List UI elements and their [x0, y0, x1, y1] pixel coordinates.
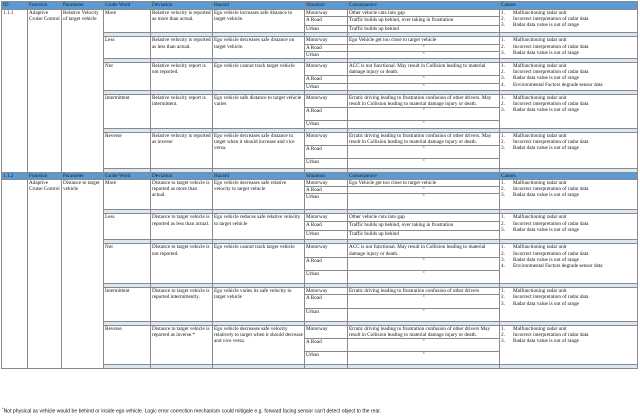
cause-text: Radar data value is out of range — [513, 49, 579, 56]
cause-text: Incorrect interpretation of radar data — [513, 220, 589, 227]
situation-cell: Motorway — [305, 9, 348, 16]
cause-text: Incorrect interpretation of radar data — [513, 331, 589, 338]
cause-text: Radar data value is out of range — [513, 192, 579, 199]
consequence-cell: " — [348, 308, 500, 321]
cause-text: Malfunctioning radar unit — [513, 9, 567, 16]
situation-cell: Urban — [305, 352, 348, 364]
header-deviation: Deviation — [151, 2, 213, 10]
situation-cell: Motorway — [305, 62, 348, 75]
cause-text: Malfunctioning radar unit — [513, 244, 567, 251]
function-cell: Adaptive Cruise Control — [28, 180, 62, 369]
cause-item: 1. Malfunctioning radar unit — [501, 132, 567, 139]
situation-cell: A Road — [305, 76, 348, 83]
spacer-cell — [348, 364, 500, 368]
cause-item: 2. Incorrect interpretation of radar data — [501, 250, 589, 257]
cause-text: Incorrect interpretation of radar data — [513, 43, 589, 50]
causes-list — [501, 63, 636, 88]
hazard-cell: Ego vehicle decreases safe velocity relatively to target when it should decrease and vice versa. — [213, 325, 305, 364]
consequence-cell: " — [348, 108, 500, 121]
cause-item: 4. Environmental Factors degrade sensor data — [501, 263, 603, 269]
situation-cell: Motorway — [305, 180, 348, 187]
header-function: Function — [28, 2, 62, 10]
situation-cell: Urban — [305, 83, 348, 90]
guide-word-cell: More — [104, 9, 151, 33]
situation-cell: A Road — [305, 108, 348, 121]
cause-item: 3. Radar data value is out of range — [501, 192, 579, 199]
cause-item: 1. Malfunctioning radar unit — [501, 244, 567, 251]
spacer-cell — [305, 364, 348, 368]
causes-cell — [500, 214, 638, 240]
situation-cell: Urban — [305, 159, 348, 168]
cause-text: Incorrect interpretation of radar data — [513, 250, 589, 257]
cause-item: 3. Radar data value is out of range — [501, 107, 579, 114]
cause-text: Incorrect interpretation of radar data — [513, 294, 589, 301]
consequence-cell: " — [348, 83, 500, 90]
situation-cell: A Road — [305, 187, 348, 194]
cause-text: Malfunctioning radar unit — [513, 132, 567, 139]
situation-cell: Urban — [305, 26, 348, 33]
header-hazard: Hazard — [213, 2, 305, 10]
hazard-cell: Ego vehicle reduces safe relative velocity to target vehicle — [213, 214, 305, 240]
cause-text: Malfunctioning radar unit — [513, 62, 567, 69]
consequence-cell: " — [348, 270, 500, 283]
consequence-cell: " — [348, 159, 500, 168]
hazard-cell: Ego vehicle cannot track target vehicle — [213, 244, 305, 284]
cause-item: 3. Radar data value is out of range — [501, 256, 579, 263]
deviation-cell: Distance to target vehicle is reported as less than actual. — [151, 214, 213, 240]
cause-text: Incorrect interpretation of radar data — [513, 69, 589, 76]
footnote-text: Not physical as vehicle would be behind or inside ego vehicle. Logic error correction mechanism could mitigate e.g. forward facing sensor can't detect object to the rear. — [3, 408, 382, 415]
situation-cell: A Road — [305, 16, 348, 25]
causes-cell — [500, 9, 638, 33]
spacer-cell — [500, 364, 638, 368]
cause-item: 1. Malfunctioning radar unit — [501, 288, 567, 295]
header-consequence: Consequence — [348, 172, 500, 180]
consequence-cell: Traffic builds up behind, over taking in frustration — [348, 221, 500, 230]
cause-text: Radar data value is out of range — [513, 21, 579, 28]
situation-cell: Urban — [305, 194, 348, 210]
cause-item: 1. Malfunctioning radar unit — [501, 9, 567, 16]
id-cell — [2, 180, 28, 369]
cause-text: Environmental Factors degrade sensor data — [513, 263, 603, 269]
situation-cell: A Road — [305, 295, 348, 308]
deviation-cell: Relative velocity report is not reported. — [151, 62, 213, 90]
cause-item: 2. Incorrect interpretation of radar data — [501, 331, 589, 338]
cause-text: Radar data value is out of range — [513, 107, 579, 114]
causes-cell — [500, 62, 638, 90]
header-causes: Causes — [500, 172, 638, 180]
causes-cell — [500, 325, 638, 364]
deviation-cell: Distance to target vehicle is reported as more than actual. — [151, 180, 213, 210]
situation-cell: A Road — [305, 44, 348, 51]
function-cell: Adaptive Cruise Control — [28, 9, 62, 172]
cause-text: Radar data value is out of range — [513, 338, 579, 345]
situation-cell: Urban — [305, 231, 348, 240]
situation-cell: Motorway — [305, 132, 348, 145]
cause-item: 2. Incorrect interpretation of radar data — [501, 138, 589, 145]
footnote — [2, 406, 638, 415]
hazard-cell: Ego vehicle decreases safe distance to target when it should increase and vice versa. — [213, 132, 305, 168]
cause-text: Environmental Factors degrade sensor data — [513, 81, 603, 88]
table-row — [2, 180, 638, 187]
consequence-cell: Other vehicle cuts into gap — [348, 9, 500, 16]
guide-word-cell: More — [104, 180, 151, 210]
consequence-cell: " — [348, 257, 500, 270]
causes-list — [501, 10, 636, 29]
cause-item: 2. Incorrect interpretation of radar data — [501, 15, 589, 22]
causes-cell — [500, 37, 638, 59]
consequence-cell: Traffic builds up behind, over taking in frustration — [348, 16, 500, 25]
guide-word-cell: Reverse — [104, 325, 151, 364]
deviation-cell: Relative velocity is reported as more than actual. — [151, 9, 213, 33]
situation-cell: Motorway — [305, 94, 348, 107]
situation-cell: Motorway — [305, 325, 348, 338]
deviation-cell: Relative velocity report is intermittent. — [151, 94, 213, 128]
consequence-cell: Erratic driving leading to frustration confusion of other drivers. May result in Collision leading to material damage injury or death. — [348, 94, 500, 107]
guide-word-cell: Intermittent — [104, 288, 151, 322]
guide-word-cell: Intermittent — [104, 94, 151, 128]
header-guide-word: Guide Word — [104, 2, 151, 10]
spacer-cell — [104, 364, 151, 368]
header-function: Function — [28, 172, 62, 180]
header-row — [2, 2, 638, 10]
cause-item: 2. Incorrect interpretation of radar data — [501, 43, 589, 50]
consequence-cell: " — [348, 51, 500, 58]
consequence-cell: Traffic builds up behind — [348, 26, 500, 33]
header-causes: Causes — [500, 2, 638, 10]
header-guide-word: Guide Word — [104, 172, 151, 180]
cause-item: 2. Incorrect interpretation of radar data — [501, 294, 589, 301]
guide-word-cell: Less — [104, 37, 151, 59]
consequence-cell: " — [348, 76, 500, 83]
spacer-cell — [151, 364, 213, 368]
cause-item: 1. Malfunctioning radar unit — [501, 62, 567, 69]
consequence-cell: " — [348, 194, 500, 210]
header-hazard: Hazard — [213, 172, 305, 180]
id-cell: 1.1.1 — [2, 9, 28, 172]
cause-item: 2. Incorrect interpretation of radar data — [501, 186, 589, 193]
header-row — [2, 172, 638, 180]
causes-list — [501, 244, 636, 269]
cause-text: Malfunctioning radar unit — [513, 37, 567, 44]
causes-list — [501, 37, 636, 56]
deviation-cell: Distance to target vehicle is reported as inverse.* — [151, 325, 213, 364]
header-situation: Situation — [305, 2, 348, 10]
footnote-marker: * — [2, 406, 4, 411]
cause-item: 3. Radar data value is out of range — [501, 21, 579, 28]
consequence-cell: Erratic driving leading to frustration confusion of other drivers May result in Collision leading to material damage injury or death. — [348, 325, 500, 338]
cause-item: 1. Malfunctioning radar unit — [501, 325, 567, 332]
cause-text: Radar data value is out of range — [513, 75, 579, 82]
causes-cell — [500, 132, 638, 168]
hazard-cell: Ego vehicle decreases safe relative velocity to target vehicle — [213, 180, 305, 210]
causes-list — [501, 214, 636, 233]
hazard-cell: Ego vehicle safe distance to target vehicle varies — [213, 94, 305, 128]
causes-cell — [500, 288, 638, 322]
situation-cell: Urban — [305, 308, 348, 321]
causes-list — [501, 288, 636, 307]
situation-cell: Urban — [305, 270, 348, 283]
consequence-cell: Erratic driving leading to frustration confusion of other drivers. May result in Collision leading to material damage injury or death. — [348, 132, 500, 145]
cause-item: 2. Incorrect interpretation of radar data — [501, 69, 589, 76]
guide-word-cell: Not — [104, 244, 151, 284]
cause-text: Malfunctioning radar unit — [513, 288, 567, 295]
header-parameter: Parameter — [62, 172, 104, 180]
hazard-cell: Ego vehicle cannot track target vehicle — [213, 62, 305, 90]
spacer-cell — [213, 364, 305, 368]
cause-item: 3. Radar data value is out of range — [501, 300, 579, 307]
cause-text: Malfunctioning radar unit — [513, 325, 567, 332]
consequence-cell: ACC is not functional. May result in Collision leading to material damage injury or death. — [348, 244, 500, 257]
header-consequence: Consequence — [348, 2, 500, 10]
deviation-cell: Relative velocity is reported as less than actual. — [151, 37, 213, 59]
causes-list — [501, 326, 636, 345]
parameter-cell: Distance to target vehicle — [62, 180, 104, 369]
causes-list — [501, 180, 636, 199]
consequence-cell: Other vehicle cuts into gap — [348, 214, 500, 221]
consequence-cell: Erratic driving leading to frustration confusion of other drivers — [348, 288, 500, 295]
header-id: ID — [2, 2, 28, 10]
block-id: 1.1.2 — [2, 172, 28, 180]
situation-cell: Motorway — [305, 214, 348, 221]
deviation-cell: Distance to target vehicle is not reported. — [151, 244, 213, 284]
cause-text: Radar data value is out of range — [513, 256, 579, 263]
cause-item: 2. Incorrect interpretation of radar data — [501, 100, 589, 107]
situation-cell: A Road — [305, 145, 348, 158]
header-parameter: Parameter — [62, 2, 104, 10]
consequence-cell: ACC is not functional. May result in Collision leading to material damage injury or death. — [348, 62, 500, 75]
consequence-cell: Ego Vehicle get too close to target vehicle — [348, 180, 500, 187]
cause-item: 4. Environmental Factors degrade sensor data — [501, 81, 603, 88]
cause-text: Malfunctioning radar unit — [513, 214, 567, 221]
situation-cell: Urban — [305, 51, 348, 58]
guide-word-cell: Less — [104, 214, 151, 240]
cause-text: Incorrect interpretation of radar data — [513, 138, 589, 145]
hazop-sheet — [1, 1, 637, 415]
deviation-cell: Relative velocity is reported as inverse — [151, 132, 213, 168]
cause-item: 3. Radar data value is out of range — [501, 338, 579, 345]
cause-text: Incorrect interpretation of radar data — [513, 100, 589, 107]
cause-text: Radar data value is out of range — [513, 300, 579, 307]
cause-text: Malfunctioning radar unit — [513, 94, 567, 101]
consequence-cell: " — [348, 121, 500, 128]
cause-text: Radar data value is out of range — [513, 226, 579, 233]
deviation-cell: Distance to target vehicle is reported intermittently. — [151, 288, 213, 322]
cause-item: 1. Malfunctioning radar unit — [501, 37, 567, 44]
situation-cell: A Road — [305, 257, 348, 270]
cause-item: 3. Radar data value is out of range — [501, 226, 579, 233]
cause-item: 3. Radar data value is out of range — [501, 144, 579, 151]
consequence-cell: " — [348, 44, 500, 51]
header-situation: Situation — [305, 172, 348, 180]
consequence-cell: " — [348, 295, 500, 308]
table-row — [2, 9, 638, 16]
cause-text: Incorrect interpretation of radar data — [513, 15, 589, 22]
hazop-table — [1, 1, 638, 369]
causes-list — [501, 95, 636, 114]
situation-cell: A Road — [305, 221, 348, 230]
cause-item: 3. Radar data value is out of range — [501, 75, 579, 82]
cause-text: Malfunctioning radar unit — [513, 180, 567, 186]
guide-word-cell: Reverse — [104, 132, 151, 168]
causes-cell — [500, 180, 638, 210]
cause-item: 3. Radar data value is out of range — [501, 49, 579, 56]
situation-cell: A Road — [305, 339, 348, 352]
cause-item: 1. Malfunctioning radar unit — [501, 94, 567, 101]
consequence-cell: " — [348, 339, 500, 352]
parameter-cell: Relative Velocity of target vehicle — [62, 9, 104, 172]
consequence-cell: " — [348, 352, 500, 364]
hazard-cell: Ego vehicle increases safe distance to target vehicle. — [213, 9, 305, 33]
situation-cell: Urban — [305, 121, 348, 128]
cause-item: 2. Incorrect interpretation of radar data — [501, 220, 589, 227]
causes-cell — [500, 244, 638, 284]
cause-text: Radar data value is out of range — [513, 144, 579, 151]
consequence-cell: " — [348, 145, 500, 158]
cause-item: 1. Malfunctioning radar unit — [501, 214, 567, 221]
hazard-cell: Ego vehicle varies its safe velocity to target vehicle — [213, 288, 305, 322]
situation-cell: Motorway — [305, 244, 348, 257]
causes-cell — [500, 94, 638, 128]
causes-list — [501, 133, 636, 152]
hazard-cell: Ego vehicle decreases safe distance on target vehicle. — [213, 37, 305, 59]
header-deviation: Deviation — [151, 172, 213, 180]
situation-cell: Motorway — [305, 288, 348, 295]
cause-text: Incorrect interpretation of radar data — [513, 186, 589, 193]
consequence-cell: Traffic builds up behind — [348, 231, 500, 240]
situation-cell: Motorway — [305, 37, 348, 44]
consequence-cell: Ego Vehicle get too close to target vehicle — [348, 37, 500, 44]
guide-word-cell: Not — [104, 62, 151, 90]
consequence-cell: " — [348, 187, 500, 194]
cause-item: 1. Malfunctioning radar unit — [501, 180, 567, 186]
